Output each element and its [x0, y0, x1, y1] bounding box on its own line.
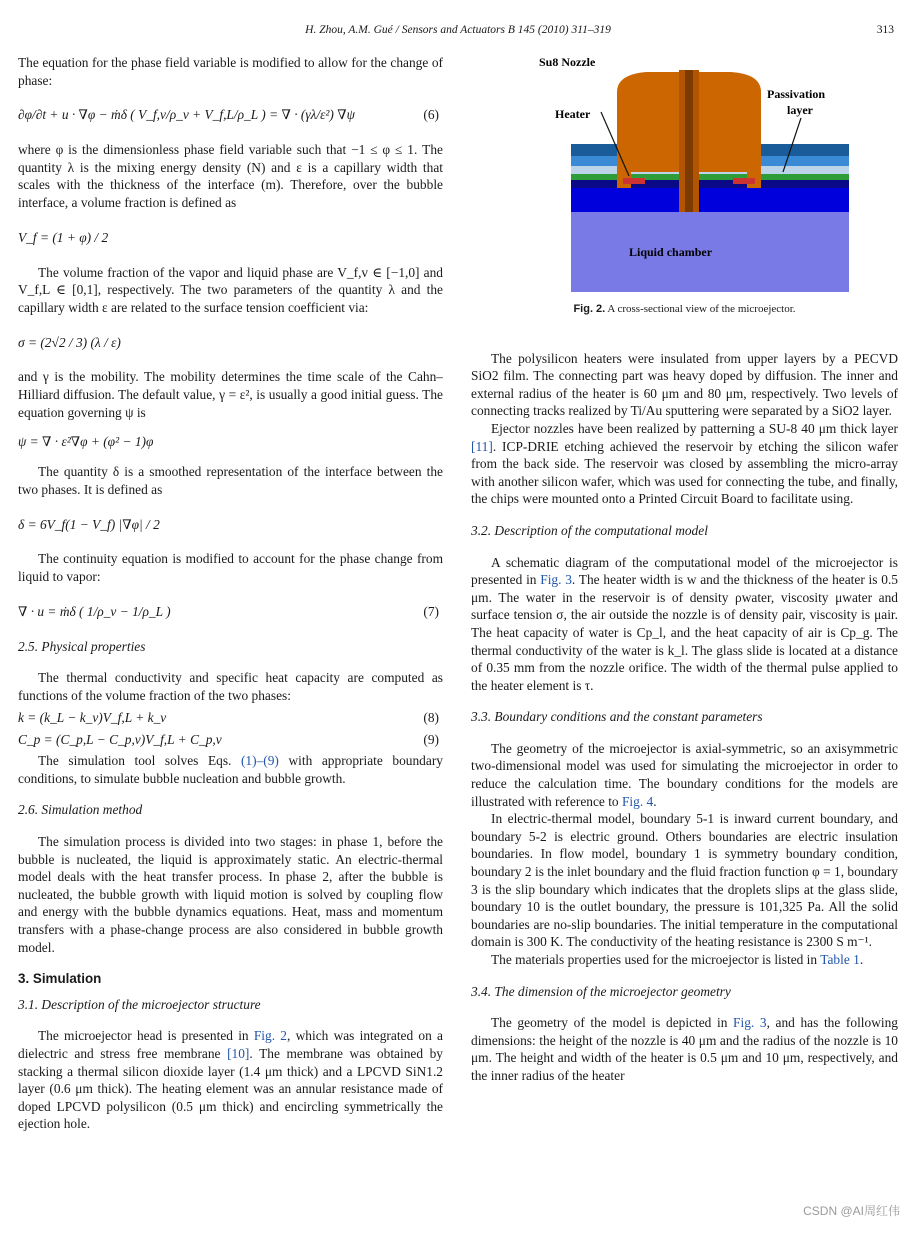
- axisymmetric-text-b: .: [653, 793, 657, 809]
- caption-label: Fig. 2.: [573, 303, 606, 315]
- equation-9-number: (9): [423, 732, 439, 748]
- section-heading-3: 3. Simulation: [18, 971, 102, 987]
- paragraph-ejector-nozzles: [471, 420, 898, 508]
- paragraph-geometry: [471, 1014, 898, 1084]
- section-heading-3-3: 3.3. Boundary conditions and the constant parameters: [471, 709, 763, 725]
- ejector-nozzles-text-b: . ICP-DRIE etching achieved the reservoir by etching the silicon wafer from the back side. The reservoir was closed by assembling the micro-array with another silicon wafer, which was used for connecting the tube, and finally, the chips were mounted onto a Printed Circuit Board to facilitate using.: [471, 438, 898, 507]
- microejector-head-text-b: , which was integrated on a dielectric and stress free membrane: [18, 1028, 443, 1061]
- left-column: [18, 54, 443, 1133]
- link-fig-3-b[interactable]: Fig. 3: [733, 1015, 767, 1031]
- paragraph-materials: [471, 951, 898, 969]
- computational-model-text-b: . The heater width is w and the thickness of the heater is 0.5 μm. The water in the reservoir is of density ρwater, viscosity μwater and surface tension σ, the air outside the nozzle is of density ρair, viscosity is μair. The heat capacity of water is Cp_l, and the heat capacity of air is Cp_g. The thermal conductivity of the water is k_l. The glass slide is located at a distance of 0.35 mm from the nozzle orifice. The width of the thermal pulse applied to the heater element is τ.: [471, 572, 898, 693]
- section-heading-2-6: 2.6. Simulation method: [18, 802, 143, 818]
- equation-8: [18, 708, 443, 728]
- equation-delta-body: δ = 6V_f(1 − V_f) |∇φ| / 2: [18, 516, 160, 532]
- paragraph-microejector-head: [18, 1027, 443, 1133]
- equation-6-rhs: = ∇ · (γλ/ε²) ∇ψ: [269, 107, 355, 123]
- simulation-tool-text-b: with appropriate boundary conditions, to simulate bubble nucleation and bubble growth.: [18, 753, 443, 786]
- geometry-text-b: , and has the following dimensions: the height of the nozzle is 40 μm and the radius of the nozzle is 10 μm. The height and width of the heater is 0.5 μm and 10 μm, respectively, and the inner radius of the heater: [471, 1015, 898, 1083]
- paragraph-polysilicon-heaters: The polysilicon heaters were insulated from upper layers by a PECVD SiO2 film. The connecting part was heavy doped by diffusion. The inner and external radius of the heater is 60 μm and 80 μm, respectively. Two levels of connecting tracks realized by Ti/Au sputtering were separated by a SiO2 layer.: [471, 350, 898, 419]
- paragraph-computational-model: [471, 554, 898, 695]
- paragraph-axisymmetric: [471, 740, 898, 810]
- paragraph-simulation-tool: [18, 752, 443, 787]
- page-number: 313: [876, 24, 894, 36]
- paragraph-continuity: The continuity equation is modified to account for the phase change from liquid to vapor:: [18, 551, 443, 584]
- equation-psi: [18, 429, 443, 455]
- equation-6-lhs: ∂φ/∂t + u · ∇φ − ṁδ ( V_f,v/ρ_v + V_f,L/ρ_L ): [18, 107, 266, 123]
- equation-6-number: (6): [423, 107, 439, 123]
- equation-7-number: (7): [423, 603, 439, 619]
- label-liquid-chamber: Liquid chamber: [628, 245, 712, 259]
- link-ref-11[interactable]: [11]: [471, 438, 493, 454]
- label-layer: layer: [786, 103, 813, 117]
- membrane-layer: [571, 180, 849, 188]
- equation-volume-fraction-body: V_f = (1 + φ) / 2: [18, 229, 109, 245]
- figure-2: [521, 52, 849, 285]
- ejector-nozzles-text-a: Ejector nozzles have been realized by patterning a SU-8 40 μm thick layer: [491, 420, 898, 436]
- equation-8-number: (8): [423, 710, 439, 726]
- watermark: CSDN @AI周红伟: [803, 1204, 900, 1218]
- substrate-layer: [571, 188, 849, 212]
- microejector-head-text-c: . The membrane was obtained by stacking a thermal silicon dioxide layer (1.4 μm thick) and a LPCVD SiN1.2 layer (0.6 μm thick). The heating element was an annular resistance made of doped LPCVD polysilicon (0.5 μm thick) and encircling symmetrically the ejection hole.: [18, 1046, 443, 1132]
- figure-2-diagram: [521, 52, 849, 292]
- equation-9: [18, 730, 443, 750]
- right-column: [471, 52, 898, 1085]
- equation-psi-body: ψ = ∇ · ε²∇φ + (φ² − 1)φ: [18, 434, 154, 450]
- computational-model-text-a: A schematic diagram of the computational model of the microejector is presented in: [471, 554, 898, 588]
- section-heading-3-4: 3.4. The dimension of the microejector geometry: [471, 983, 731, 999]
- link-table-1[interactable]: Table 1: [820, 952, 860, 967]
- equation-6: [18, 97, 443, 133]
- paragraph-delta: The quantity δ is a smoothed representation of the interface between the two phases. It is defined as: [18, 464, 443, 497]
- section-heading-3-1: 3.1. Description of the microejector structure: [18, 996, 261, 1012]
- link-fig-3-a[interactable]: Fig. 3: [540, 572, 572, 588]
- link-fig-2[interactable]: Fig. 2: [253, 1028, 288, 1044]
- paragraph-phase-field-definition: where φ is the dimensionless phase field variable such that −1 ≤ φ ≤ 1. The quantity λ is the mixing energy density (N) and ε is a capillary width that scales with the thickness of the interface (m). Therefore, over the bubble interface, a volume fraction is defined as: [18, 142, 443, 210]
- ejection-hole-inner: [685, 70, 693, 212]
- geometry-text-a: The geometry of the model is depicted in: [491, 1015, 734, 1031]
- equation-8-body: k = (k_L − k_v)V_f,L + k_v: [18, 710, 167, 726]
- label-su8-nozzle: Su8 Nozzle: [538, 55, 595, 69]
- axisymmetric-text-a: The geometry of the microejector is axial-symmetric, so an axisymmetric two-dimensional model was used for simulating the microejector in order to reduce the calculation time. The boundary conditions for the models are illustrated with reference to: [471, 740, 898, 809]
- section-heading-2-5: 2.5. Physical properties: [18, 638, 146, 654]
- paragraph-boundaries: In electric-thermal model, boundary 5-1 is inward current boundary, and boundary 5-2 is electric ground. Others boundaries are electric insulation boundaries. In flow model, boundary 1 is symmetry boundary condition, boundary 2 is the inlet boundary and the fluid fraction function φ = 1, boundary 3 is the slip boundary which indicates that the droplets slips at the glass slide, boundary 10 is the outlet boundary, the pressure is 101,325 Pa. All the solid boundaries are no-slip boundaries. The initial temperature in the computational domain is 300 K. The conductivity of the heating resistance is 2300 S m⁻¹.: [471, 811, 898, 950]
- equation-7-body: ∇ · u = ṁδ ( 1/ρ_v − 1/ρ_L ): [18, 603, 171, 619]
- link-eqs-1-9[interactable]: (1)–(9): [240, 753, 279, 769]
- simulation-tool-text-a: The simulation tool solves Eqs.: [38, 753, 241, 769]
- journal-citation: H. Zhou, A.M. Gué / Sensors and Actuators B 145 (2010) 311–319: [305, 24, 611, 36]
- paragraph-phase-field-intro: The equation for the phase field variable is modified to allow for the change of phase:: [18, 55, 443, 88]
- equation-sigma-body: σ = (2√2 / 3) (λ / ε): [18, 334, 121, 350]
- caption-text: A cross-sectional view of the microejector.: [605, 303, 796, 315]
- heater-left: [623, 178, 645, 184]
- passivation-layer: [571, 174, 849, 180]
- equation-volume-fraction: [18, 220, 443, 256]
- link-fig-4[interactable]: Fig. 4: [621, 793, 654, 809]
- running-head: [0, 24, 916, 40]
- microejector-head-text-a: The microejector head is presented in: [38, 1028, 254, 1044]
- paragraph-volume-fraction: The volume fraction of the vapor and liquid phase are V_f,v ∈ [−1,0] and V_f,L ∈ [0,1], respectively. The two parameters of the quantity λ and the capillary width ε are related to the surface tension coefficient via:: [18, 264, 443, 315]
- label-passivation: Passivation: [766, 87, 825, 101]
- equation-7: [18, 594, 443, 630]
- materials-text-b: .: [859, 952, 864, 967]
- paragraph-mobility: and γ is the mobility. The mobility determines the time scale of the Cahn–Hilliard diffusion. The default value, γ = ε², is usually a good initial guess. The equation governing ψ is: [18, 369, 443, 420]
- label-heater: Heater: [554, 107, 590, 121]
- heater-right: [733, 178, 755, 184]
- equation-delta: [18, 506, 443, 542]
- equation-sigma: [18, 324, 443, 360]
- equation-9-body: C_p = (C_p,L − C_p,v)V_f,L + C_p,v: [18, 732, 222, 748]
- paragraph-thermal-properties: The thermal conductivity and specific heat capacity are computed as functions of the volume fraction of the two phases:: [18, 670, 443, 703]
- paragraph-simulation-method: The simulation process is divided into two stages: in phase 1, before the bubble is nucleated, the liquid is approximately static. An electric-thermal model deals with the heat transfer process. In phase 2, after the bubble is nucleated, the bubble growth with liquid motion is solved by coupling flow and energy with the bubble dynamics equations. Heat, mass and momentum transfers with a phase-change process are also considered in bubble growth model.: [18, 834, 443, 955]
- materials-text-a: The materials properties used for the microejector is listed in: [491, 952, 821, 967]
- link-ref-10[interactable]: [10]: [227, 1046, 250, 1061]
- section-heading-3-2: 3.2. Description of the computational model: [471, 522, 708, 538]
- figure-2-caption: [471, 301, 898, 319]
